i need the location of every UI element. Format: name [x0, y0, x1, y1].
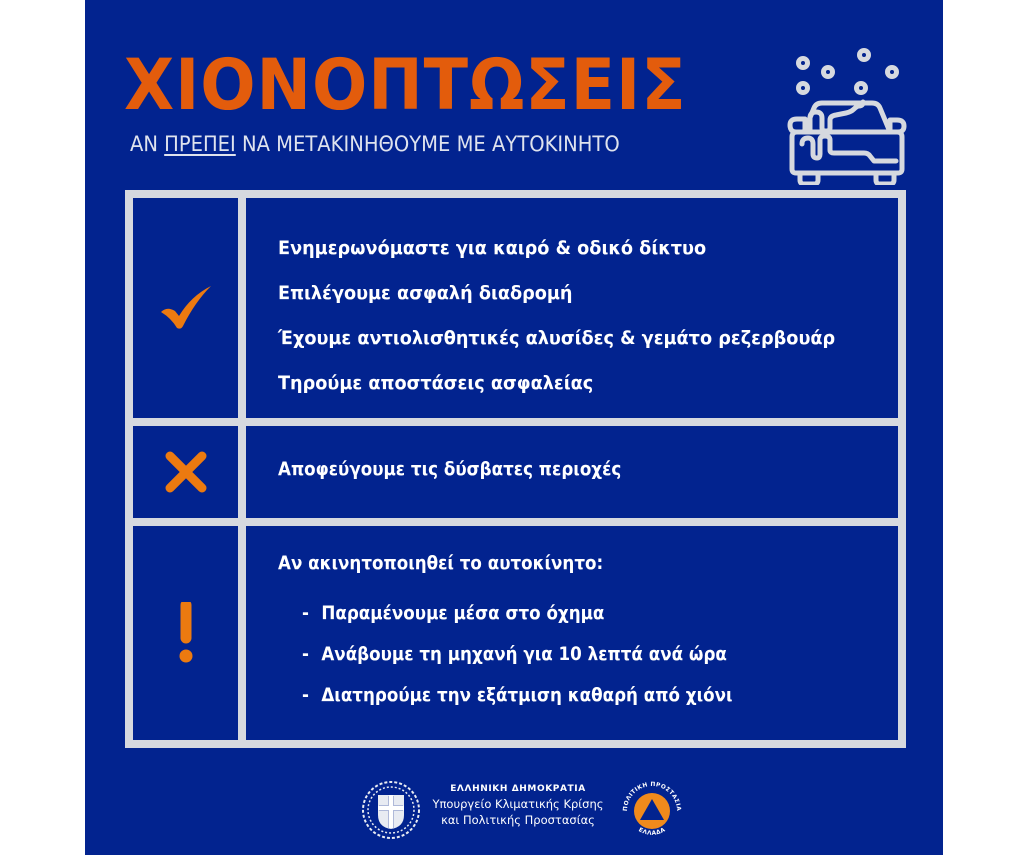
- subtitle-prefix: ΑΝ: [130, 132, 165, 156]
- advice-item: Τηρούμε αποστάσεις ασφαλείας: [278, 372, 594, 394]
- advice-heading: Αν ακινητοποιηθεί το αυτοκίνητο:: [278, 552, 604, 574]
- subtitle-emphasis: ΠΡΕΠΕΙ: [164, 132, 236, 156]
- ministry-label-line-2: και Πολιτικής Προστασίας: [441, 813, 595, 827]
- snowy-car-icon: [782, 40, 912, 185]
- poster-title: ΧΙΟΝΟΠΤΩΣΕΙΣ: [124, 44, 687, 126]
- exclamation-icon: [176, 602, 196, 664]
- subtitle-suffix: ΝΑ ΜΕΤΑΚΙΝΗΘΟΥΜΕ ΜΕ ΑΥΤΟΚΙΝΗΤΟ: [235, 132, 620, 156]
- row-1-icon-cell: [133, 198, 238, 418]
- check-icon: [159, 284, 213, 332]
- row-2-text-cell: [246, 426, 898, 518]
- svg-text:ΠΟΛΙΤΙΚΗ ΠΡΟΣΤΑΣΙΑ: ΠΟΛΙΤΙΚΗ ΠΡΟΣΤΑΣΙΑ: [622, 781, 682, 812]
- cross-icon: [164, 450, 208, 494]
- bullet-dash: -: [302, 602, 309, 624]
- greek-coat-of-arms-icon: [360, 779, 422, 841]
- row-3-icon-cell: [133, 526, 238, 740]
- advice-item: Αποφεύγουμε τις δύσβατες περιοχές: [278, 458, 622, 480]
- ministry-label-line-1: Υπουργείο Κλιματικής Κρίσης: [432, 797, 604, 811]
- row-3-text-cell: [246, 526, 898, 740]
- advice-table: [125, 190, 906, 748]
- svg-text:ΕΛΛΑΔΑ: ΕΛΛΑΔΑ: [637, 827, 667, 837]
- advice-item: - Παραμένουμε μέσα στο όχημα: [302, 602, 605, 624]
- advice-item: Επιλέγουμε ασφαλή διαδρομή: [278, 282, 573, 304]
- bullet-dash: -: [302, 643, 309, 665]
- advice-item: Έχουμε αντιολισθητικές αλυσίδες & γεμάτο ρεζερβουάρ: [278, 327, 836, 349]
- poster-subtitle: [130, 131, 620, 157]
- advice-item: - Ανάβουμε τη μηχανή για 10 λεπτά ανά ώρα: [302, 643, 727, 665]
- row-2-icon-cell: [133, 426, 238, 518]
- advice-item: Ενημερωνόμαστε για καιρό & οδικό δίκτυο: [278, 237, 707, 259]
- civil-protection-logo: [617, 774, 687, 844]
- ministry-text: [420, 782, 616, 828]
- advice-item: - Διατηρούμε την εξάτμιση καθαρή από χιόνι: [302, 684, 733, 706]
- row-1-text-cell: [246, 198, 898, 418]
- republic-label: ΕΛΛΗΝΙΚΗ ΔΗΜΟΚΡΑΤΙΑ: [450, 784, 586, 794]
- bullet-dash: -: [302, 684, 309, 706]
